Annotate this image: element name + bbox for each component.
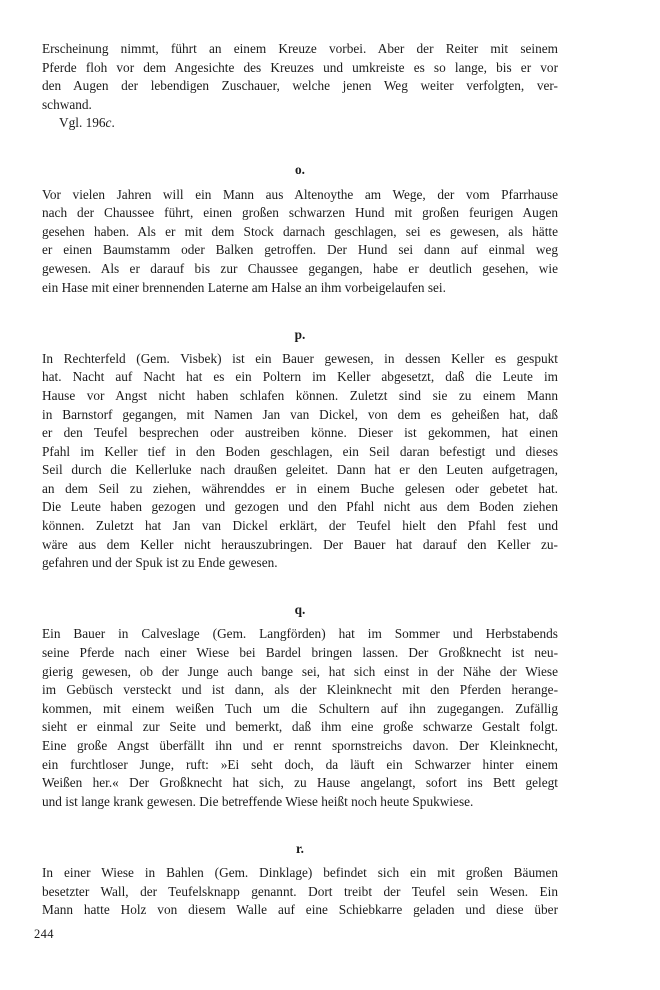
text-line: Ein Bauer in Calveslage (Gem. Langförden) hat im Sommer und Herbstabends (42, 626, 558, 642)
text-line: und ist lange krank gewesen. Die betreffende Wiese heißt noch heute Spukwiese. (42, 793, 474, 809)
cross-reference (42, 114, 558, 133)
text-line: Erscheinung nimmt, führt an einem Kreuze vorbei. Aber der Reiter mit seinem (42, 41, 558, 56)
text-line: ein Hase mit einer brennenden Laterne am Halse an ihm vorbeigelaufen sei. (42, 279, 446, 295)
text-line: hat. Nacht auf Nacht hat es ein Poltern im Keller abgesetzt, daß die Leute im (42, 369, 558, 385)
text-line: Mann hatte Holz von diesem Walle auf eine Schiebkarre geladen und diese über (42, 902, 558, 918)
text-line: Die Leute haben gezogen und gezogen und den Pfahl nicht aus dem Boden ziehen (42, 499, 558, 515)
text-line: Pferde floh vor dem Angesichte des Kreuzes und umkreiste es so lange, bis er vor (42, 59, 558, 75)
section-heading: r. (295, 840, 304, 856)
paragraph (42, 40, 558, 114)
text-line: können. Zuletzt hat Jan van Dickel erklärt, der Teufel hielt den Pfahl fest und (42, 518, 558, 534)
text-line: er den Teufel besprechen oder austreiben könne. Dieser ist gekommen, hat einen (42, 425, 558, 441)
text-line: In einer Wiese in Bahlen (Gem. Dinklage) befindet sich ein mit großen Bäumen (42, 864, 558, 880)
text-line: sieht er einmal zur Seite und bemerkt, daß ihm eine große schwarze Gestalt folgt. (42, 719, 558, 735)
text-line: Eine große Angst überfällt ihn und er rennt spornstreichs davon. Der Kleinknecht, (42, 738, 558, 753)
text-line: Pfahl im Keller tief in den Boden geschlagen, ein Seil daran befestigt und dieses (42, 443, 558, 459)
text-line: besetzter Wall, der Teufelsknapp genannt. Dort treibt der Teufel sein Wesen. Ein (42, 883, 558, 899)
paragraph (42, 864, 558, 920)
text-line: Vor vielen Jahren will ein Mann aus Altenoythe am Wege, der vom Pfarrhause (42, 186, 558, 202)
paragraph (42, 350, 558, 573)
text-line: Seil durch die Kellerluke nach draußen geleitet. Dann hat er den Leuten aufgetragen, (42, 462, 558, 478)
text-line: gesehen haben. Als er mit dem Stock darnach geschlagen, sei es gewesen, als hätte (42, 223, 558, 239)
text-line: kommen, mit einem weißen Tuch um die Schultern auf ihn zugegangen. Zufällig (42, 700, 558, 716)
section-heading: q. (294, 602, 306, 618)
text-line: Hause vor Angst nicht haben schlafen können. Zuletzt sind sie zu einem Mann (42, 387, 558, 403)
text-line: im Gebüsch versteckt und ist dann, als der Kleinknecht mit den Pferden herange- (42, 682, 558, 698)
cross-reference-suffix: . (111, 115, 115, 131)
text-block (42, 40, 558, 920)
paragraph (42, 186, 558, 298)
text-line: ein furchtloser Junge, ruft: »Ei seht doch, da läuft ein Schwarzer hinter einem (42, 756, 558, 772)
text-line: den Augen der lebendigen Zuschauer, welche jenen Weg weiter verfolgten, ver- (42, 78, 558, 94)
text-line: schwand. (42, 96, 92, 112)
text-line: wäre aus dem Keller nicht herauszubringen. Der Bauer hat darauf den Keller zu- (42, 536, 558, 552)
page-number: 244 (34, 927, 54, 941)
text-line: nach der Chaussee führt, einen großen schwarzen Hund mit großen feurigen Augen (42, 205, 558, 221)
text-line: gierig gewesen, ob der Junge auch bange sei, hat sich einst in der Nähe der Wiese (42, 663, 558, 679)
text-line: In Rechterfeld (Gem. Visbek) ist ein Bauer gewesen, in dessen Keller es gespukt (42, 350, 558, 366)
text-line: gewesen. Als er darauf bis zur Chaussee gegangen, habe er deutlich gesehen, wie (42, 260, 558, 276)
text-line: an dem Seil zu ziehen, währenddes er in einem Buche gelesen oder gebetet hat. (42, 480, 558, 496)
section-heading: o. (295, 162, 305, 178)
cross-reference-prefix: Vgl. 196 (59, 115, 106, 131)
text-line: gefahren und der Spuk ist zu Ende gewesen. (42, 555, 278, 571)
section-heading: p. (294, 326, 306, 342)
text-line: Weißen her.« Der Großknecht hat sich, zu Hause angelangt, sofort ins Bett gelegt (42, 775, 558, 791)
text-line: seine Pferde nach einer Wiese bei Bardel bringen lassen. Der Großknecht ist neu- (42, 645, 558, 661)
paragraph (42, 625, 558, 811)
text-line: in Barnstorf gegangen, mit Namen Jan van Dickel, von dem es geheißen hat, daß (42, 406, 558, 422)
text-line: er einen Baumstamm oder Balken getroffen. Der Hund sei dann auf einmal weg (42, 242, 558, 258)
cross-reference-italic: c (105, 115, 112, 131)
